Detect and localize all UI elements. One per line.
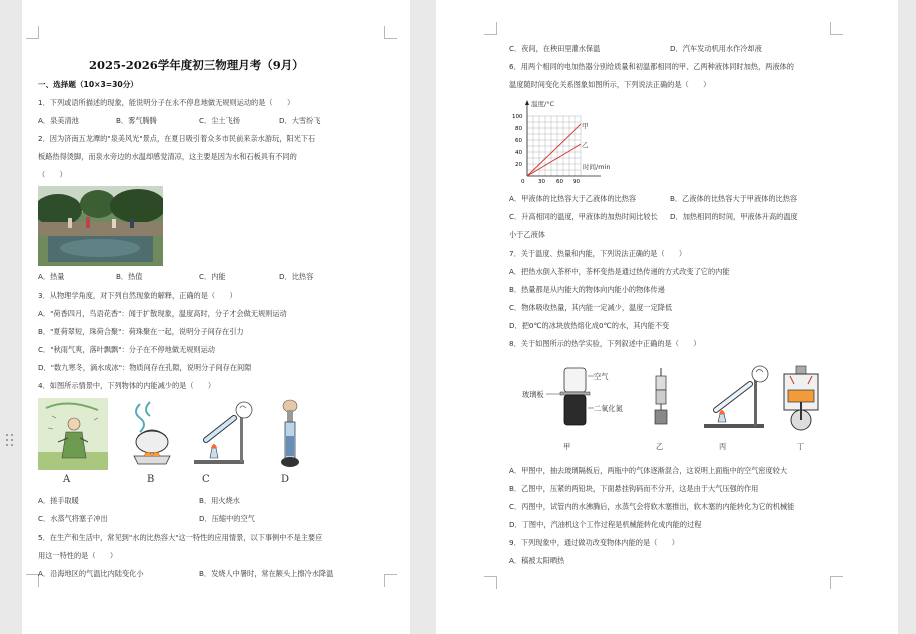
q2-option-d: D．比热容 <box>279 272 314 281</box>
q7-option-d: D．把0℃的冰块放热熔化成0℃的水，其内能不变 <box>509 321 670 330</box>
section-heading: 一、选择题（10×3=30分） <box>38 80 138 89</box>
q6-option-c: C．升高相同的温度，甲液体的加热时间比较长 <box>509 212 658 221</box>
figure-yi-lead-blocks <box>650 368 672 430</box>
q4-option-b: B．用火烧水 <box>199 496 240 505</box>
q3-option-c: C．"秋雨气爽，落叶飘飘"：分子在不停地做无规则运动 <box>38 345 215 354</box>
figure-label-d: D <box>281 474 290 485</box>
series-label-jia: 甲 <box>582 122 589 130</box>
y-tick-100: 100 <box>512 114 523 120</box>
figure-label-b: B <box>147 474 155 485</box>
q7-option-a: A．把热水倒入茶杯中，茶杯变热是通过热传递的方式改变了它的内能 <box>509 267 730 276</box>
q6-option-b: B．乙液体的比热容大于甲液体的比热容 <box>670 194 798 203</box>
label-air: 空气 <box>594 372 609 381</box>
figure-ding-engine <box>776 364 826 434</box>
q4-option-c: C．水蒸气将塞子冲出 <box>38 514 108 523</box>
page-corner-mark <box>830 22 843 35</box>
q5-option-c: C．夜间，在秧田里灌水保温 <box>509 44 601 53</box>
q2-option-c: C．内能 <box>199 272 226 281</box>
figure-a-rubbing-hands <box>38 398 108 470</box>
figure-label-bing: 丙 <box>719 442 727 451</box>
q2-option-a: A．热量 <box>38 272 65 281</box>
q8-option-c: C．丙图中，试管内的水沸腾后，水蒸气会将软木塞推出，软木塞的内能转化为它的机械能 <box>509 502 795 511</box>
q8-option-b: B．乙图中，压紧的两铅块，下面悬挂钩码而不分开，这是由于大气压强的作用 <box>509 484 759 493</box>
figure-label-ding: 丁 <box>797 442 805 451</box>
question-6: 6．用两个相同的电加热器分别给质量和初温都相同的甲、乙两种液体同时加热，两液体的 <box>509 62 794 71</box>
question-2-line3: （ ） <box>38 170 67 179</box>
x-tick-60: 60 <box>556 179 563 185</box>
figure-jia-gas-diffusion <box>524 364 600 450</box>
label-no2: 二氧化氮 <box>594 404 623 413</box>
q3-option-a: A．"荷香四月，鸟语花香"：闻于扩散现象，温度高时，分子才会做无规则运动 <box>38 309 287 318</box>
q1-option-d: D．大雪纷飞 <box>279 116 321 125</box>
figure-bing-steam-cork <box>698 362 778 434</box>
spring-pool-photo <box>38 186 163 266</box>
document-page-1 <box>22 0 410 634</box>
x-tick-90: 90 <box>573 179 580 185</box>
q6-option-d: D．加热相同的时间，甲液体升高的温度 <box>670 212 798 221</box>
figure-label-c: C <box>202 474 210 485</box>
q6-option-d-line2: 小于乙液体 <box>509 230 545 239</box>
series-label-yi: 乙 <box>582 141 589 149</box>
q7-option-b: B．热量都是从内能大的物体向内能小的物体传递 <box>509 285 665 294</box>
x-axis-label: 时间/min <box>583 163 611 171</box>
figure-label-a: A <box>63 474 71 485</box>
y-tick-60: 60 <box>515 138 522 144</box>
q5-option-b: B．发烧人中暑时，常在额头上擦冷水降温 <box>199 569 334 578</box>
page-corner-mark <box>830 576 843 589</box>
page-corner-mark <box>384 574 397 587</box>
question-1: 1．下列或语所描述的现象，能说明分子在永不停息地做无规则运动的是（ ） <box>38 98 295 107</box>
question-2: 2．因为济南五龙潭的"泉美风光"景点，在夏日吸引着众多市民前来亲水游玩，阳光下石 <box>38 134 316 143</box>
q1-option-a: A．泉美清池 <box>38 116 79 125</box>
page-corner-mark <box>26 26 39 39</box>
question-3: 3．从物理学角度，对下列自然现象的解释，正确的是（ ） <box>38 291 237 300</box>
origin-tick: 0 <box>521 179 525 185</box>
q8-option-a: A．甲图中，抽去玻璃隔板后，两瓶中的气体逐渐混合，这说明上面瓶中的空气密度较大 <box>509 466 788 475</box>
question-9: 9．下列现象中，通过做功改变物体内能的是（ ） <box>509 538 679 547</box>
q5-option-d: D．汽车发动机用水作冷却液 <box>670 44 762 53</box>
q3-option-b: B．"夏荷翠短，珠荷合聚"：荷珠聚在一起，说明分子间存在引力 <box>38 327 244 336</box>
page-corner-mark <box>484 576 497 589</box>
q7-option-c: C．物体吸收热量，其内能一定减少，温度一定降低 <box>509 303 673 312</box>
question-5: 5．在生产和生活中，常见到"水的比热容大"这一特性的应用情景，以下事例中不是主要应 <box>38 533 323 542</box>
question-4: 4．如图所示情景中，下列物体的内能减少的是（ ） <box>38 381 216 390</box>
x-tick-30: 30 <box>538 179 545 185</box>
figure-c-test-tube <box>188 396 260 468</box>
y-axis-label: 温度/°C <box>531 100 554 108</box>
drag-handle[interactable] <box>6 434 16 452</box>
series-line-yi <box>527 144 581 176</box>
q2-option-b: B．热值 <box>116 272 143 281</box>
figure-d-air-pump <box>270 396 310 470</box>
y-tick-80: 80 <box>515 126 522 132</box>
q1-option-c: C．尘土飞扬 <box>199 116 240 125</box>
series-line-jia <box>527 124 581 176</box>
y-tick-40: 40 <box>515 150 522 156</box>
q3-option-d: D．"数九寒冬，滴水成冰"：物质间存在孔隙，说明分子间存在间隙 <box>38 363 252 372</box>
q4-option-a: A．搓手取暖 <box>38 496 79 505</box>
figure-label-yi: 乙 <box>656 442 664 451</box>
y-axis-arrow <box>525 100 529 105</box>
page-corner-mark <box>384 26 397 39</box>
question-7: 7．关于温度、热量和内能，下列说法正确的是（ ） <box>509 249 687 258</box>
figure-b-kettle <box>122 398 180 468</box>
q5-option-a: A．沿海地区的气温比内陆变化小 <box>38 569 144 578</box>
q4-option-d: D．压缩中的空气 <box>199 514 255 523</box>
question-5-line2: 用这一特性的是（ ） <box>38 551 118 560</box>
q8-option-d: D．丁图中，汽油机这个工作过程是机械能转化成内能的过程 <box>509 520 702 529</box>
temperature-time-graph <box>509 96 639 186</box>
q6-option-a: A．甲液体的比热容大于乙液体的比热容 <box>509 194 637 203</box>
question-8: 8．关于如图所示的热学实验，下列叙述中正确的是（ ） <box>509 339 701 348</box>
q9-option-a: A．稿被太阳晒热 <box>509 556 565 565</box>
figure-label-jia: 甲 <box>563 442 571 451</box>
graph-grid <box>527 116 581 176</box>
y-tick-20: 20 <box>515 162 522 168</box>
q1-option-b: B．雾气腾腾 <box>116 116 157 125</box>
label-glass-plate: 玻璃板 <box>522 390 544 399</box>
document-page-2 <box>436 0 898 634</box>
question-2-line2: 板路热得烫脚，而泉水旁边的水温却感觉清凉，这主要是因为水和石板具有不同的 <box>38 152 297 161</box>
exam-title: 2025-2026学年度初三物理月考（9月） <box>89 58 304 72</box>
page-corner-mark <box>484 22 497 35</box>
question-6-line2: 温度随时间变化关系图象如图所示，下列说法正确的是（ ） <box>509 80 711 89</box>
